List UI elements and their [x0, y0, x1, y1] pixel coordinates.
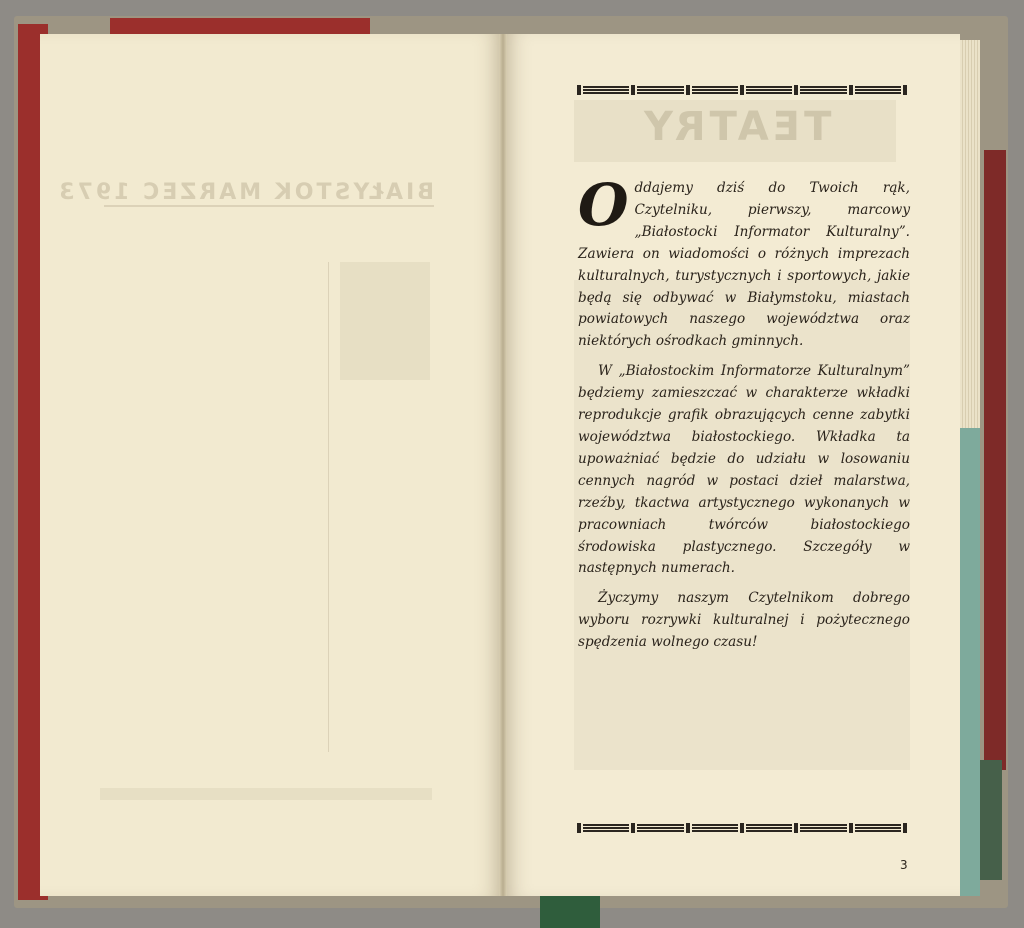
drop-cap: O — [578, 171, 629, 239]
top-ornament-rule — [577, 84, 907, 96]
paragraph-1: Oddajemy dziś do Twoich rąk, Czytelniku, pierwszy, marcowy „Białostocki Informator Kulturalny”. Zawiera on wiadomości o różnych imprezach kulturalnych, turystycznych i sportowych, jakie będą się odbywać w Białymstoku, miastach powiatowych naszego województwa oraz niektórych ośrodkach gminnych. — [578, 171, 910, 350]
page-number: 3 — [900, 858, 908, 872]
teal-page-edges — [960, 428, 980, 896]
book-gutter — [499, 34, 507, 896]
show-through-right-title: TEATRY — [640, 104, 832, 150]
page-edges — [960, 40, 980, 896]
show-through-emblem — [340, 262, 430, 380]
left-page — [40, 34, 502, 896]
intro-text — [578, 171, 910, 662]
bottom-ornament-rule — [577, 822, 907, 834]
show-through-rule — [328, 262, 329, 752]
show-through-bottom-bar — [100, 788, 432, 800]
bookmark-ribbon — [540, 896, 600, 928]
paragraph-2: W „Białostockim Informatorze Kulturalnym” będziemy zamieszczać w charakterze wkładki reprodukcje grafik obrazujących cenne zabytki województwa białostockiego. Wkładka ta upoważniać będzie do udziału w losowaniu cennych nagród w postaci dzieł malarstwa, rzeźby, tkactwa artystycznego wykonanych w pracowniach twórców białostockiego środowiska plastycznego. Szczegóły w następnych numerach. — [578, 363, 910, 577]
cover-red-binding-right — [984, 150, 1006, 770]
show-through-left-title: BIAŁYSTOK MARZEC 1973 — [56, 180, 434, 205]
paragraph-3: Życzymy naszym Czytelnikom dobrego wyboru rozrywki kulturalnej i pożytecznego spędzenia wolnego czasu! — [578, 590, 910, 651]
